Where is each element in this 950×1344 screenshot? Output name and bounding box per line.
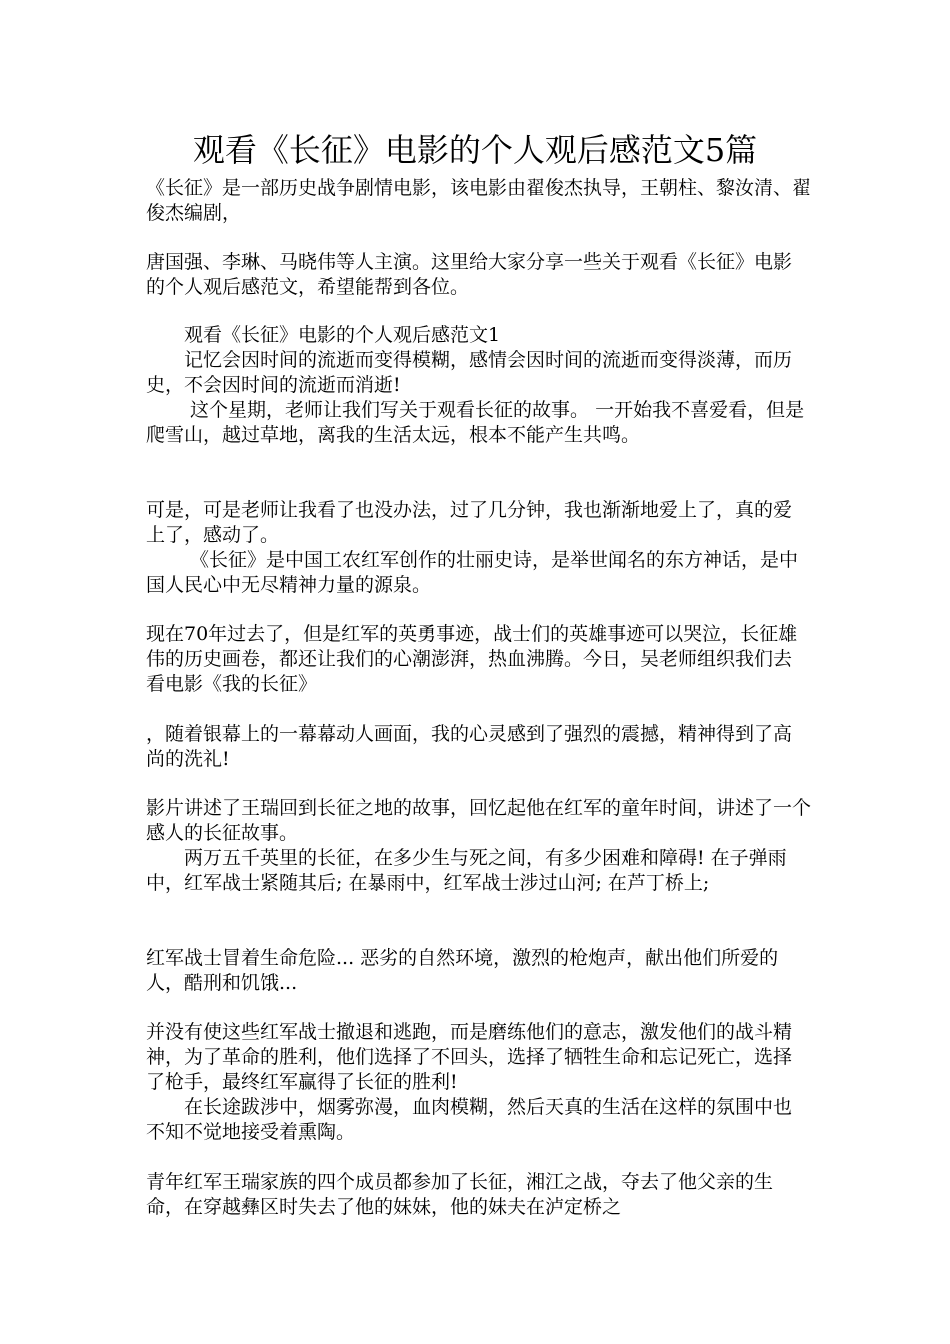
paragraph-10: 影片讲述了王瑞回到长征之地的故事，回忆起他在红军的童年时间，讲述了一个感人的长征故事。 (146, 797, 812, 844)
paragraph-2: 唐国强、李琳、马晓伟等人主演。这里给大家分享一些关于观看《长征》电影的个人观后感范文，希望能帮到各位。 (146, 251, 793, 298)
paragraph-14: 在长途跋涉中，烟雾弥漫，血肉模糊，然后天真的生活在这样的氛围中也不知不觉地接受着熏陶。 (146, 1096, 793, 1143)
paragraph-5: 这个星期，老师让我们写关于观看长征的故事。 一开始我不喜爱看，但是爬雪山，越过草地，离我的生活太远，根本不能产生共鸣。 (146, 399, 805, 446)
paragraph-7: 《长征》是中国工农红军创作的壮丽史诗，是举世闻名的东方神话，是中国人民心中无尽精神力量的源泉。 (146, 549, 799, 596)
paragraph-6: 可是，可是老师让我看了也没办法，过了几分钟，我也渐渐地爱上了，真的爱上了，感动了。 (146, 499, 793, 546)
document-title: 观看《长征》电影的个人观后感范文5篇 (192, 131, 758, 169)
paragraph-13: 并没有使这些红军战士撤退和逃跑，而是磨练他们的意志，激发他们的战斗精神，为了革命的胜利，他们选择了不回头，选择了牺牲生命和忘记死亡，选择了枪手，最终红军赢得了长征的胜利! (146, 1021, 793, 1093)
paragraph-3: 观看《长征》电影的个人观后感范文1 (146, 324, 501, 346)
paragraph-9: ，随着银幕上的一幕幕动人画面，我的心灵感到了强烈的震撼，精神得到了高尚的洗礼! (146, 723, 793, 770)
paragraph-12: 红军战士冒着生命危险... 恶劣的自然环境，激烈的枪炮声，献出他们所爱的人，酷刑和饥饿... (146, 947, 779, 994)
paragraph-11: 两万五千英里的长征，在多少生与死之间，有多少困难和障碍! 在子弹雨中，红军战士紧随其后; 在暴雨中，红军战士涉过山河; 在芦丁桥上; (146, 847, 787, 894)
paragraph-1: 《长征》是一部历史战争剧情电影，该电影由翟俊杰执导，王朝柱、黎汝清、翟俊杰编剧， (146, 177, 812, 224)
paragraph-15: 青年红军王瑞家族的四个成员都参加了长征，湘江之战，夺去了他父亲的生命，在穿越彝区时失去了他的妹妹，他的妹夫在泸定桥之 (146, 1171, 774, 1218)
paragraph-4: 记忆会因时间的流逝而变得模糊，感情会因时间的流逝而变得淡薄，而历史，不会因时间的流逝而消逝! (146, 349, 793, 396)
paragraph-8: 现在70年过去了，但是红军的英勇事迹，战士们的英雄事迹可以哭泣，长征雄伟的历史画卷，都还让我们的心潮澎湃，热血沸腾。今日，吴老师组织我们去看电影《我的长征》 (146, 623, 798, 695)
